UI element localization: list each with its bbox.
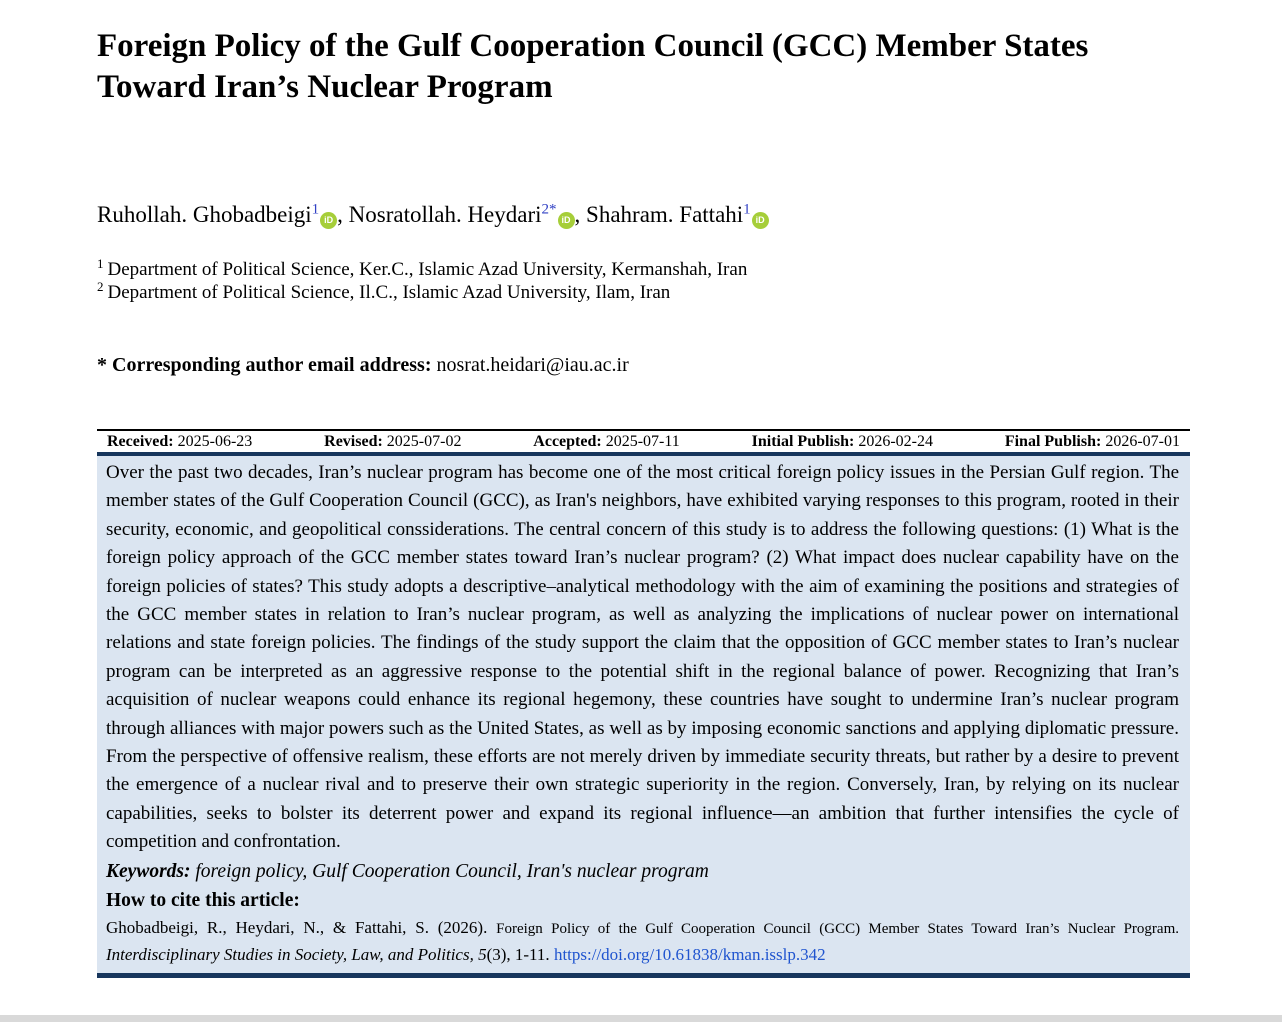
author-name: Nosratollah. Heydari — [348, 202, 542, 227]
author-separator: , — [574, 202, 587, 227]
page-bottom-divider — [0, 1015, 1282, 1022]
date-value: 2025-07-02 — [382, 433, 462, 450]
author-affiliation-superscript: 2* — [541, 201, 557, 218]
abstract-text: Over the past two decades, Iran’s nuclear program has become one of the most critical foreign policy issues in the Persian Gulf region. The member states of the Gulf Cooperation Council (GCC), as Iran's neighbors, have exhibited varying responses to this program, rooted in their security, economic, and geopolitical conssiderations. The central concern of this study is to address the following questions: (1) What is the foreign policy approach of the GCC member states toward Iran’s nuclear program? (2) What impact does nuclear capability have on the foreign policies of states? This study adopts a descriptive–analytical methodology with the aim of examining the positions and strategies of the GCC member states in relation to Iran’s nuclear program, as well as analyzing the implications of nuclear power on international relations and state foreign policies. The findings of the study support the claim that the opposition of GCC member states to Iran’s nuclear program can be interpreted as an aggressive response to the potential shift in the regional balance of power. Recognizing that Iran’s acquisition of nuclear weapons could enhance its regional hegemony, these countries have sought to undermine Iran’s nuclear program through alliances with major powers such as the United States, as well as by imposing economic sanctions and applying diplomatic pressure. From the perspective of offensive realism, these efforts are not merely driven by immediate security threats, but rather by a desire to prevent the emergence of a nuclear rival and to preserve their own strategic superiority in the region. Conversely, Iran, by relying on its nuclear capabilities, seeks to bolster its deterrent power and expand its regional influence—an ambition that further intensifies the cycle of competition and confrontation. — [106, 462, 1179, 853]
dates-row — [97, 429, 1190, 456]
corresponding-author-label: * Corresponding author email address — [97, 354, 425, 376]
affiliation-number: 1 — [97, 255, 104, 271]
date-value: 2026-02-24 — [854, 433, 933, 450]
page-title: Foreign Policy of the Gulf Cooperation Council (GCC) Member States Toward Iran’s Nuclear Program — [97, 28, 1089, 105]
date-label: Received: — [107, 433, 174, 450]
keywords-text: foreign policy, Gulf Cooperation Council, Iran's nuclear program — [190, 860, 709, 882]
affiliation-text: Department of Political Science, Ker.C., Islamic Azad University, Kermanshah, Iran — [107, 259, 748, 280]
orcid-icon[interactable]: iD — [558, 212, 575, 229]
affiliation-number: 2 — [97, 278, 104, 294]
citation-pages: (3), 1-11. — [486, 945, 554, 965]
date-label: Final Publish: — [1004, 433, 1102, 450]
orcid-icon[interactable]: iD — [752, 212, 769, 229]
corresponding-author-email: nosrat.heidari@iau.ac.ir — [436, 354, 629, 376]
abstract-box — [97, 456, 1190, 978]
date-initial-publish — [752, 433, 933, 451]
citation-title: Foreign Policy of the Gulf Cooperation Council (GCC) Member States Toward Iran’s Nuclear Program. — [496, 920, 1179, 937]
doi-link[interactable]: https://doi.org/10.61838/kman.isslp.342 — [553, 945, 826, 965]
citation-text — [106, 915, 1179, 968]
corresponding-author-colon: : — [424, 354, 437, 376]
orcid-icon[interactable]: iD — [320, 212, 337, 229]
date-value: 2025-06-23 — [173, 433, 253, 450]
date-label: Initial Publish: — [751, 433, 855, 450]
affiliation-row — [97, 255, 1190, 281]
date-accepted — [533, 433, 679, 451]
date-label: Revised: — [324, 433, 383, 450]
date-value: 2026-07-01 — [1101, 433, 1180, 450]
author-name: Shahram. Fattahi — [586, 202, 744, 227]
author-name: Ruhollah. Ghobadbeigi — [97, 202, 312, 227]
author-affiliation-superscript: 1 — [743, 201, 751, 218]
author-affiliation-superscript: 1 — [311, 201, 320, 218]
affiliation-row — [97, 278, 1190, 304]
affiliation-text: Department of Political Science, Il.C., Islamic Azad University, Ilam, Iran — [107, 282, 671, 303]
authors-line — [97, 200, 1190, 230]
citation-authors: Ghobadbeigi, R., Heydari, N., & Fattahi, S. (2026). — [106, 917, 497, 937]
date-final-publish — [1005, 433, 1180, 451]
date-revised — [324, 433, 461, 451]
how-to-cite-heading: How to cite this article: — [106, 889, 300, 911]
affiliations — [97, 255, 1190, 304]
date-received — [107, 433, 252, 451]
author-separator: , — [337, 202, 349, 227]
article-header — [97, 0, 1190, 978]
keywords-line — [106, 857, 1179, 886]
keywords-label: Keywords: — [106, 860, 191, 882]
corresponding-author-line — [97, 354, 1190, 377]
date-value: 2025-07-11 — [601, 433, 680, 450]
citation-journal: Interdisciplinary Studies in Society, Law, and Politics, 5 — [106, 945, 487, 965]
date-label: Accepted: — [533, 433, 602, 450]
